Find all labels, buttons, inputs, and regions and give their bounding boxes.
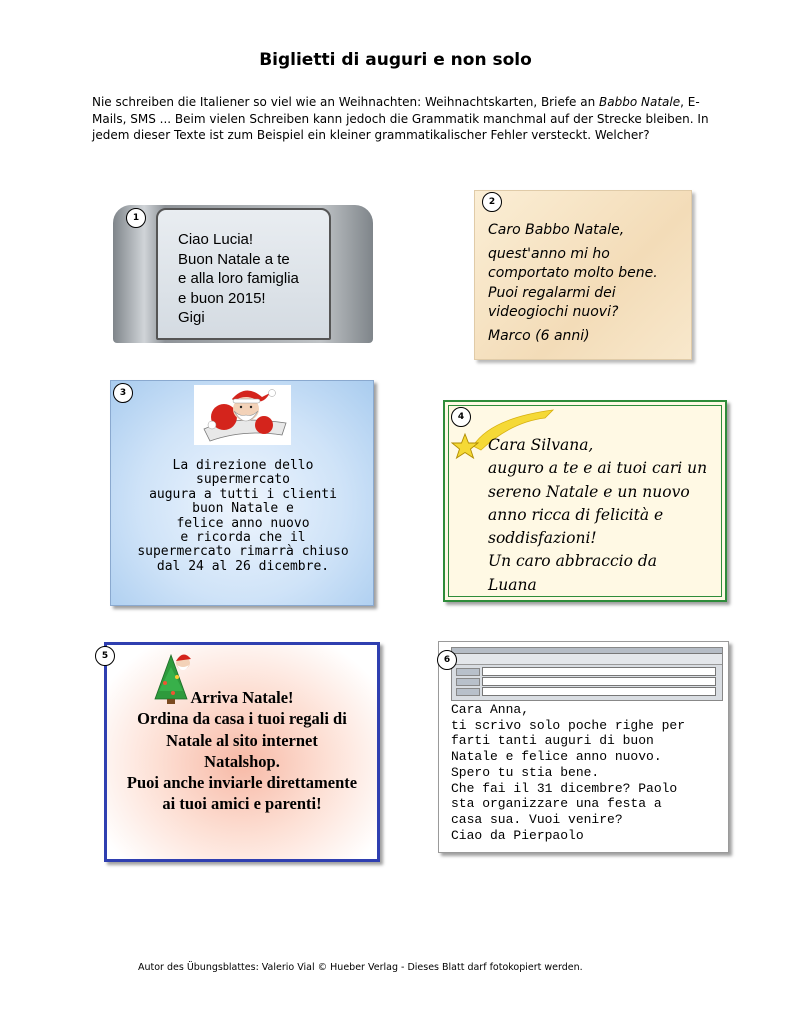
- phone-screen: [156, 208, 331, 340]
- text-line: e ricorda che il: [180, 530, 306, 546]
- card-text: [488, 434, 707, 597]
- text-line: ai tuoi amici e parenti!: [162, 794, 322, 814]
- text-line: anno ricca di felicità e: [488, 505, 664, 524]
- card-number-6: 6: [437, 650, 457, 670]
- text-line: La direzione dello: [172, 458, 314, 473]
- text-line: farti tanti auguri di buon: [451, 733, 654, 749]
- text-line: Gigi: [178, 309, 205, 326]
- santa-icon: [194, 385, 291, 445]
- text-line: auguro a te e ai tuoi cari un: [488, 459, 708, 478]
- text-line: videogiochi nuovi?: [488, 304, 619, 320]
- text-line: Ciao da Pierpaolo: [451, 827, 584, 843]
- text-line: quest'anno mi ho: [488, 245, 610, 262]
- text-line: Ordina da casa i tuoi regali di: [137, 709, 347, 729]
- text-line: Natale e felice anno nuovo.: [451, 749, 662, 765]
- text-line: Arriva Natale!: [190, 688, 294, 707]
- card-text: [451, 702, 685, 843]
- card-number-5: 5: [95, 646, 115, 666]
- card-number-1: 1: [126, 208, 146, 228]
- text-line: Ciao Lucia!: [178, 231, 254, 248]
- card-number-2: 2: [482, 192, 502, 212]
- email-card: [438, 641, 729, 853]
- text-line: Buon Natale a te: [178, 250, 290, 268]
- text-line: Cara Silvana,: [488, 436, 594, 454]
- email-window-icon: [451, 647, 723, 701]
- text-line: Luana: [488, 575, 537, 594]
- text-line: casa sua. Vuoi venire?: [451, 811, 623, 827]
- text-line: felice anno nuovo: [176, 515, 310, 531]
- text-line: comportato molto bene.: [488, 265, 658, 281]
- text-line: Spero tu stia bene.: [451, 764, 600, 780]
- text-line: ti scrivo solo poche righe per: [451, 717, 686, 733]
- page-title: Biglietti di auguri e non solo: [259, 50, 532, 70]
- text-line: Caro Babbo Natale,: [488, 222, 625, 238]
- text-line: augura a tutti i clienti: [149, 486, 337, 502]
- text-line: supermercato: [196, 472, 290, 488]
- text-line: Cara Anna,: [451, 702, 530, 717]
- text-line: Natalshop.: [204, 751, 280, 771]
- text-line: soddisfazioni!: [488, 529, 597, 548]
- intro-text: Nie schreiben die Italiener so viel wie an Weihnachten: Weihnachtskarten, Briefe an Babbo Natale, E-Mails, SMS ... Beim vielen Schreiben kann jedoch die Grammatik manchmal auf der Strecke bleiben. In jedem dieser Texte ist zum Beispiel ein kleiner grammatikalischer Fehler versteckt. Welcher?: [92, 95, 709, 142]
- text-line: buon Natale e: [192, 501, 294, 517]
- text-line: e alla loro famiglia: [178, 270, 299, 287]
- text-line: Puoi anche inviarle direttamente: [126, 773, 358, 793]
- card-text: [107, 687, 377, 815]
- signature: Marco (6 anni): [488, 327, 590, 344]
- text-line: Puoi regalarmi dei: [488, 284, 616, 301]
- card-number-4: 4: [451, 407, 471, 427]
- text-line: supermercato rimarrà chiuso: [137, 544, 349, 560]
- shop-card: [104, 642, 380, 862]
- greeting-card: [443, 400, 727, 602]
- card-number-3: 3: [113, 383, 133, 403]
- letter-card: [474, 190, 692, 360]
- text-line: Che fai il 31 dicembre? Paolo: [451, 780, 678, 796]
- text-line: dal 24 al 26 dicembre.: [156, 558, 330, 574]
- text-line: Natale al sito internet: [166, 730, 318, 750]
- footer-credit: Autor des Übungsblattes: Valerio Vial © Hueber Verlag - Dieses Blatt darf fotokopiert werden.: [138, 962, 583, 973]
- supermarket-card: [110, 380, 374, 606]
- text-line: e buon 2015!: [178, 289, 266, 307]
- card-text: [111, 459, 375, 574]
- text-line: sta organizzare una festa a: [451, 796, 662, 812]
- text-line: sereno Natale e un nuovo: [488, 482, 690, 501]
- sms-card: [113, 205, 373, 343]
- text-line: Un caro abbraccio da: [488, 552, 658, 571]
